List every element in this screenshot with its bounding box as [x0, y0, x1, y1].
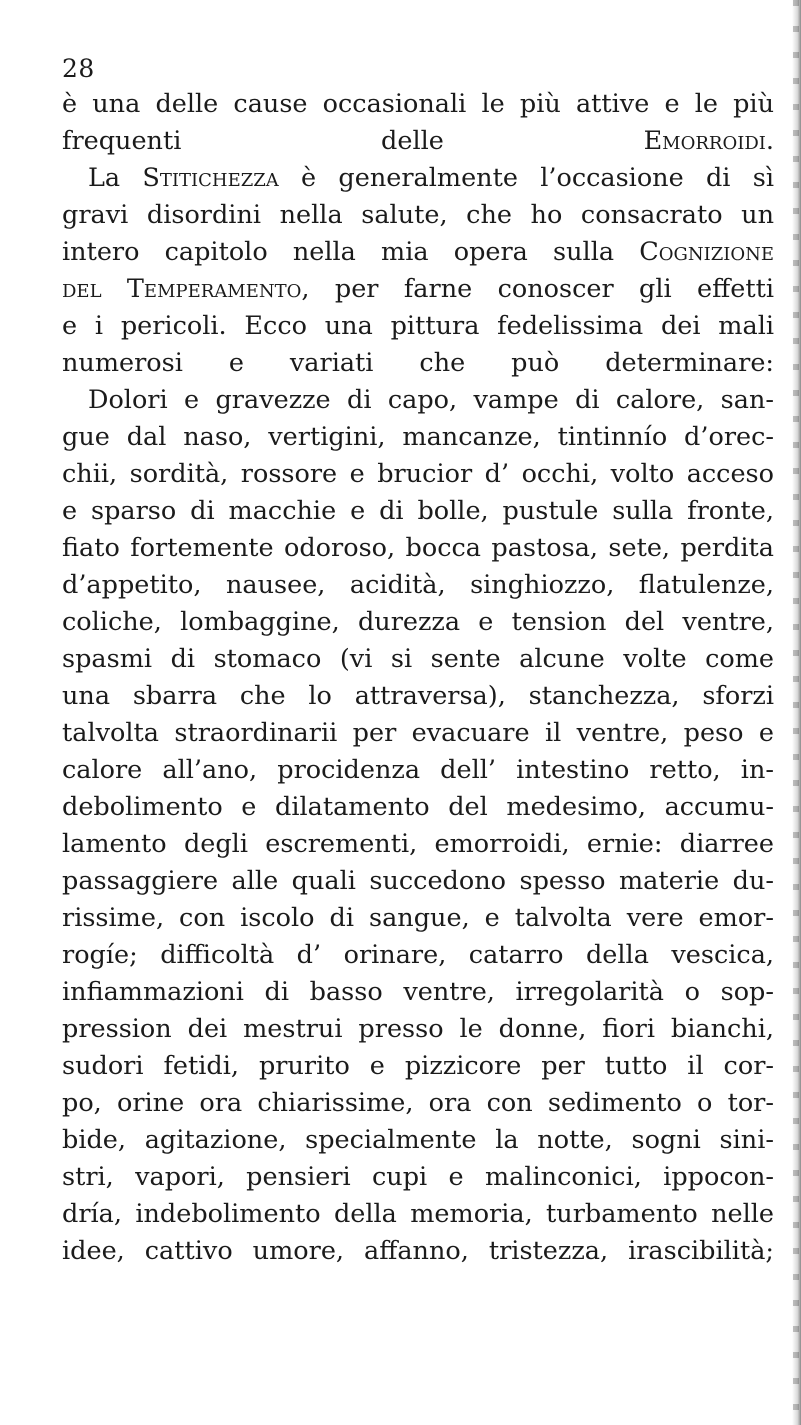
text-line: Dolori e gravezze di capo, vampe di calore, san-: [88, 385, 774, 415]
text-line: una sbarra che lo attraversa), stanchezza, sforzi: [62, 681, 774, 711]
text-line: talvolta straordinarii per evacuare il ventre, peso e: [62, 718, 774, 748]
text-line: infiammazioni di basso ventre, irregolarità o sop-: [62, 977, 774, 1007]
text-line: po, orine ora chiarissime, ora con sedimento o tor-: [62, 1088, 774, 1118]
text-line: gravi disordini nella salute, che ho consacrato un: [62, 200, 774, 230]
text-line: sudori fetidi, prurito e pizzicore per tutto il cor-: [62, 1051, 774, 1081]
text-line: idee, cattivo umore, affanno, tristezza, irascibilità;: [62, 1236, 774, 1266]
text-line: bide, agitazione, specialmente la notte, sogni sini-: [62, 1125, 774, 1155]
page-number: 28: [62, 54, 95, 83]
text-line: rogíe; difficoltà d’ orinare, catarro della vescica,: [62, 940, 774, 970]
body-text: [62, 86, 774, 1270]
text-line: spasmi di stomaco (vi si sente alcune volte come: [62, 644, 774, 674]
text-line: chii, sordità, rossore e brucior d’ occhi, volto acceso: [62, 459, 774, 489]
page-edge-marks: [793, 0, 799, 1425]
text-line: calore all’ano, procidenza dell’ intestino retto, in-: [62, 755, 774, 785]
text-line: e sparso di macchie e di bolle, pustule sulla fronte,: [62, 496, 774, 526]
text-line: pression dei mestrui presso le donne, fiori bianchi,: [62, 1014, 774, 1044]
text-line: intero capitolo nella mia opera sulla Cognizione: [62, 237, 774, 267]
text-line: rissime, con iscolo di sangue, e talvolta vere emor-: [62, 903, 774, 933]
text-line: passaggiere alle quali succedono spesso materie du-: [62, 866, 774, 896]
text-line: lamento degli escrementi, emorroidi, ernie: diarree: [62, 829, 774, 859]
text-line: gue dal naso, vertigini, mancanze, tintinnío d’orec-: [62, 422, 774, 452]
text-line: d’appetito, nausee, acidità, singhiozzo, flatulenze,: [62, 570, 774, 600]
text-line: numerosi e variati che può determinare:: [62, 348, 774, 378]
text-line: del Temperamento, per farne conoscer gli effetti: [62, 274, 774, 304]
text-line: debolimento e dilatamento del medesimo, accumu-: [62, 792, 774, 822]
text-line: coliche, lombaggine, durezza e tension del ventre,: [62, 607, 774, 637]
text-line: dría, indebolimento della memoria, turbamento nelle: [62, 1199, 774, 1229]
text-line: La Stitichezza è generalmente l’occasione di sì: [88, 163, 774, 193]
text-line: frequenti delle Emorroidi.: [62, 126, 774, 156]
text-line: e i pericoli. Ecco una pittura fedelissima dei mali: [62, 311, 774, 341]
text-line: stri, vapori, pensieri cupi e malinconici, ippocon-: [62, 1162, 774, 1192]
text-line: è una delle cause occasionali le più attive e le più: [62, 89, 774, 119]
text-line: fiato fortemente odoroso, bocca pastosa, sete, perdita: [62, 533, 774, 563]
